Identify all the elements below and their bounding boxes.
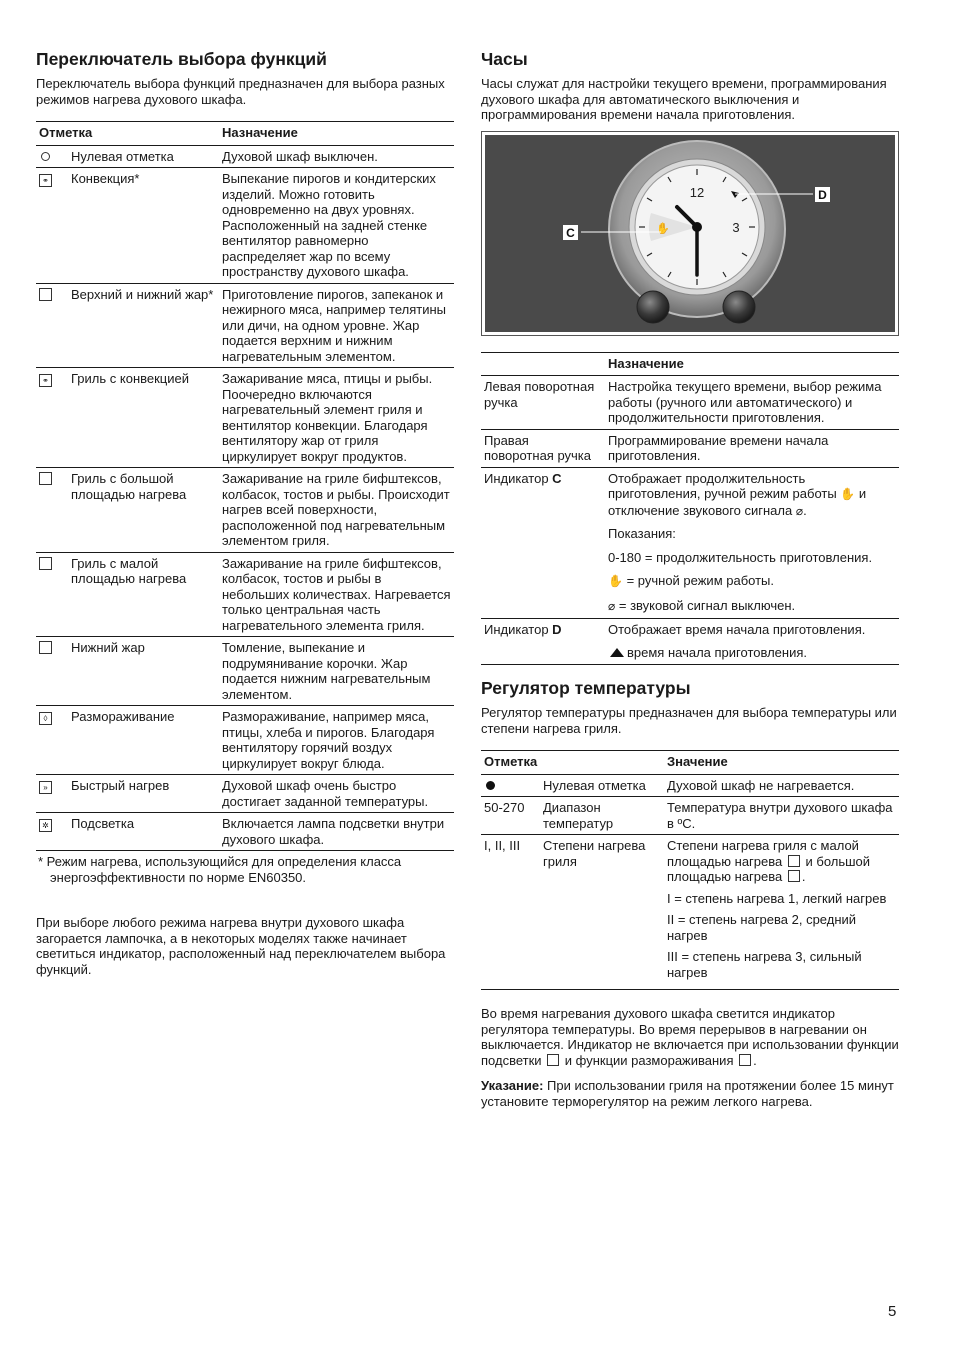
function-desc: Зажаривание мяса, птицы и рыбы. Поочередно включаются нагревательный элемент гриля и вентилятор конвекции. Благодаря вентилятору жар от гриля циркулирует вокруг продуктов. xyxy=(222,371,433,464)
function-desc: Включается лампа подсветки внутри духового шкафа. xyxy=(222,816,445,847)
col-mark: Отметка xyxy=(484,754,538,769)
clock-intro: Часы служат для настройки текущего времени, программирования духового шкафа для автоматического выключения и программирования времени начала приготовления. xyxy=(481,76,887,122)
table-header xyxy=(481,751,899,775)
table-row xyxy=(36,813,454,851)
clock-drawing xyxy=(485,135,895,332)
table-row: ✋ = ручной режим работы. xyxy=(608,573,775,588)
table-row: I, II, III Степени нагрева гриля Степени нагрева гриля с малой площадью нагрева и большой площадью нагрева . I = степень нагрева 1, легкий нагрев II = степень нагрева 2, средний нагрев III = степень нагрева 3, сильный нагрев xyxy=(481,835,899,990)
zero-dot-icon xyxy=(486,781,495,790)
function-name: Конвекция* xyxy=(71,171,140,186)
hand-icon: ✋ xyxy=(840,487,856,501)
table-row: Индикатор D Отображает время начала приготовления. xyxy=(484,622,866,637)
function-name: Быстрый нагрев xyxy=(71,778,170,793)
table-row xyxy=(36,283,454,368)
bottom-heat-icon xyxy=(39,641,52,654)
function-desc: Духовой шкаф очень быстро достигает заданной температуры. xyxy=(222,778,429,809)
table-row xyxy=(36,368,454,468)
fast-heat-icon: » xyxy=(39,781,52,794)
functions-after: При выборе любого режима нагрева внутри духового шкафа загорается лампочка, а в некоторых моделях также начинает светиться индикатор, расположенный над переключателем выбора функций. xyxy=(36,915,446,977)
table-row xyxy=(36,552,454,637)
zero-mark-icon xyxy=(41,152,50,161)
table-row: Нулевая отметка Духовой шкаф не нагревается. xyxy=(481,774,899,797)
top-bottom-heat-icon xyxy=(39,288,52,301)
table-row: Индикатор C Отображает продолжительность приготовления, ручной режим работы ✋ и отключение звукового сигнала ⌀. xyxy=(484,470,867,518)
temp-note: Указание: При использовании гриля на протяжении более 15 минут установите терморегулятор на режим легкого нагрева. xyxy=(481,1078,894,1109)
defrost-icon: ◊ xyxy=(39,712,52,725)
function-name: Гриль с малой площадью нагрева xyxy=(71,555,187,586)
col-purpose: Назначение xyxy=(222,125,298,140)
page-number: 5 xyxy=(888,1303,897,1320)
label-d: D xyxy=(818,187,827,202)
function-name: Нулевая отметка xyxy=(71,148,174,164)
table-row xyxy=(36,168,454,284)
table-row: 0-180 = продолжительность приготовления. xyxy=(608,549,873,565)
clock-center xyxy=(692,222,702,232)
right-knob xyxy=(723,291,755,323)
light-icon: ✲ xyxy=(39,819,52,832)
grill-large-icon xyxy=(788,870,800,882)
table-row: 50-270 Диапазон температур Температура внутри духового шкафа в ºC. xyxy=(481,797,899,835)
table-row: время начала приготовления. xyxy=(481,641,899,665)
function-desc: Выпекание пирогов и кондитерских изделий. Можно готовить одновременно на двух уровнях. Расположенный на задней стенке вентилятор равномерно распределяет жар по всему пространству духового шкафа. xyxy=(222,171,436,279)
clock-section xyxy=(481,48,899,1119)
function-name: Гриль с конвекцией xyxy=(71,371,190,386)
hand-icon: ✋ xyxy=(608,574,623,588)
col-mark: Отметка xyxy=(39,125,93,140)
table-row xyxy=(36,145,454,168)
function-name: Размораживание xyxy=(71,709,175,724)
temp-title: Регулятор температуры xyxy=(481,678,691,698)
function-name: Подсветка xyxy=(71,816,135,831)
temp-after: Во время нагревания духового шкафа светится индикатор регулятора температуры. Во время перерывов в нагревании он выключается. Индикатор не включается при использовании функции подсветки и функции размораживания . xyxy=(481,1006,899,1068)
functions-section xyxy=(36,48,454,987)
clock-title: Часы xyxy=(481,49,528,69)
function-desc: Томление, выпекание и подрумянивание корочки. Жар подается нижним нагревательным элементом. xyxy=(222,640,431,702)
function-desc: Приготовление пирогов, запеканок и нежирного мяса, например телятины или дичи, на одном уровне. Жар подается верхним и нижним нагревательным элементом. xyxy=(222,286,447,364)
functions-table xyxy=(36,121,454,851)
table-header xyxy=(481,352,899,376)
left-knob xyxy=(637,291,669,323)
table-row xyxy=(36,637,454,706)
table-header xyxy=(36,122,454,146)
functions-title: Переключатель выбора функций xyxy=(36,49,327,69)
clock-illustration xyxy=(481,131,899,336)
grill-convection-icon: ⚭ xyxy=(39,374,52,387)
clock-number-12: 12 xyxy=(689,184,705,200)
temp-intro: Регулятор температуры предназначен для выбора температуры или степени нагрева гриля. xyxy=(481,705,897,736)
functions-footnote: * Режим нагрева, использующийся для определения класса энергоэффективности по норме EN60350. xyxy=(38,854,402,885)
light-icon xyxy=(547,1054,559,1066)
col-value: Значение xyxy=(667,754,728,769)
defrost-icon xyxy=(739,1054,751,1066)
sound-off-icon: ⌀ xyxy=(608,598,616,613)
convection-icon: ⚭ xyxy=(39,174,52,187)
function-desc: Зажаривание на гриле бифштексов, колбасок, тостов и рыбы в небольших количествах. Нагревается только центральная часть нагревательного элемента гриля. xyxy=(222,555,451,633)
function-desc: Размораживание, например мяса, птицы, хлеба и пирогов. Благодаря вентилятору горячий воздух циркулирует вокруг блюда. xyxy=(222,709,435,771)
grill-small-icon xyxy=(39,557,52,570)
clock-number-3: 3 xyxy=(732,219,740,235)
temp-table xyxy=(481,750,899,990)
functions-intro: Переключатель выбора функций предназначен для выбора разных режимов нагрева духового шкафа. xyxy=(36,76,445,107)
table-row: Правая поворотная ручка Программирование времени начала приготовления. xyxy=(481,429,899,467)
start-time-triangle-icon xyxy=(610,648,624,657)
table-row xyxy=(36,706,454,775)
label-c: C xyxy=(566,225,575,240)
function-name: Гриль с большой площадью нагрева xyxy=(71,471,187,502)
function-desc: Духовой шкаф выключен. xyxy=(222,148,378,164)
function-name: Нижний жар xyxy=(71,640,145,655)
table-row: ⌀ = звуковой сигнал выключен. xyxy=(481,594,899,619)
table-row: Показания: xyxy=(608,526,676,541)
grill-small-icon xyxy=(788,855,800,867)
col-purpose: Назначение xyxy=(608,355,684,371)
hand-icon: ✋ xyxy=(656,221,670,235)
table-row xyxy=(36,468,454,553)
function-name: Верхний и нижний жар* xyxy=(71,286,214,302)
sound-off-icon: ⌀ xyxy=(795,503,804,518)
grill-large-icon xyxy=(39,472,52,485)
table-row xyxy=(36,775,454,813)
clock-table xyxy=(481,352,899,666)
function-desc: Зажаривание на гриле бифштексов, колбасок, тостов и рыбы. Происходит нагрев всей поверхности, расположенной под нагревательным элементом гриля. xyxy=(222,471,450,548)
table-row: Левая поворотная ручка Настройка текущего времени, выбор режима работы (ручного или автоматического) и продолжительности приготовления. xyxy=(481,376,899,430)
